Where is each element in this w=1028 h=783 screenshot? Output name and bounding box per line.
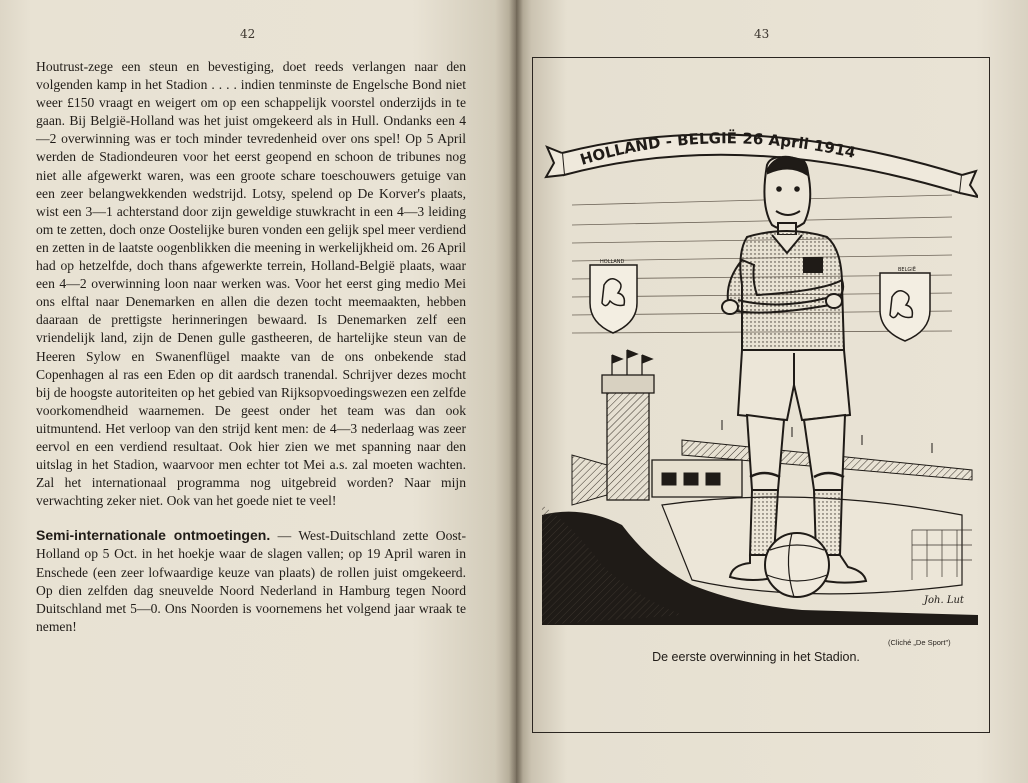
left-page-text: [36, 58, 466, 636]
main-paragraph: Houtrust-zege een steun en bevestiging, doet reeds verlangen naar den volgenden kamp in het Stadion . . . . indien tenminste de Engelsche Bond niet weer £150 vraagt en weigert om op een schappelijk voorstel onderzijds in te gaan. Bij België-Holland was het juist omgekeerd als in Hull. Ondanks een 4—2 overwinning was er toch minder tevredenheid over ons spel! Op 5 April werden de Stadiondeuren voor het eerst geopend en schoon de tribunes nog niet alle afgewerkt waren, was een groote schare toeschouwers getuige van een zeer belangwekkenden wedstrijd. Lotsy, spelend op De Korver's plaats, wist een 3—1 achterstand door zijn geweldige stuwkracht in een 4—3 leiding om te zetten, doch onze Oostelijke buren vonden een gelijk spel meer verdiend en zetten in de laatste oogenblikken die meening in werkelijkheid om. 26 April had op hetzelfde, doch thans afgewerkte terrein, Holland-België plaats, waar een 4—2 overwinning loon naar werken was. Voor het eerst ging medio Mei ons elftal naar Denemarken en allen die dezen tocht meemaakten, hebben daaraan de prettigste herinneringen bewaard. Is Denemarken zelf een vriendelijk land, zijn de Denen gulle gastheeren, de hartelijke steun van de Heeren Sylow en Swanenflügel maakte van de ons onbekende stad Copenhagen al ras een Eden op dit aardsch tranendal. Schrijver dezes mocht bij de hoogste autoriteiten op het gebied van Rijksopvoedingswezen een zelfde voorkomendheid waarnemen. De geest onder het team was dan ook uitmuntend. Het verloop van den strijd kent men: de 4—3 nederlaag was zeer eervol en een verdiend resultaat. Ook hier zien we met spanning naar den uitslag in het Stadion, waarvoor men echter tot Mei a.s. zal moeten wachten. Zal het internationaal programma nog uitgebreid worden? Naar mijn verwachting zeker niet. Ook van het goede niet te veel!: [36, 59, 466, 509]
section-paragraph: [36, 526, 466, 636]
image-credit: (Cliché „De Sport"): [888, 638, 951, 647]
illustration-caption: De eerste overwinning in het Stadion.: [652, 650, 860, 664]
shield-holland: [590, 259, 637, 333]
svg-text:HOLLAND: HOLLAND: [600, 259, 625, 265]
page-number-right: 43: [754, 27, 770, 41]
football-player-illustration: [542, 85, 978, 625]
banner-text: HOLLAND - BELGIË 26 April 1914: [577, 129, 858, 169]
stadium-tower: [602, 350, 654, 500]
artist-signature: Joh. Lut: [924, 595, 964, 606]
section-text: — West-Duitschland zette Oost-Holland op 5 Oct. in het hoekje waar de slagen vallen; op 19 April waren in Enschede (een zeer lofwaardige keuze van plaats) de rollen juist omgekeerd. Op dien zelfden dag sneuvelde Noord Nederland in Hamburg tegen Noord Duitschland met 5—0. Ons Noorden is voornemens het volgend jaar wraak te nemen!: [36, 528, 466, 634]
football-ball: [765, 533, 829, 597]
shield-belgie: [880, 266, 930, 341]
svg-text:BELGIË: BELGIË: [898, 267, 916, 273]
page-number-left: 42: [240, 27, 256, 41]
right-page: [516, 0, 1028, 783]
book-gutter: [509, 0, 523, 783]
section-title: Semi-internationale ontmoetingen.: [36, 527, 271, 544]
